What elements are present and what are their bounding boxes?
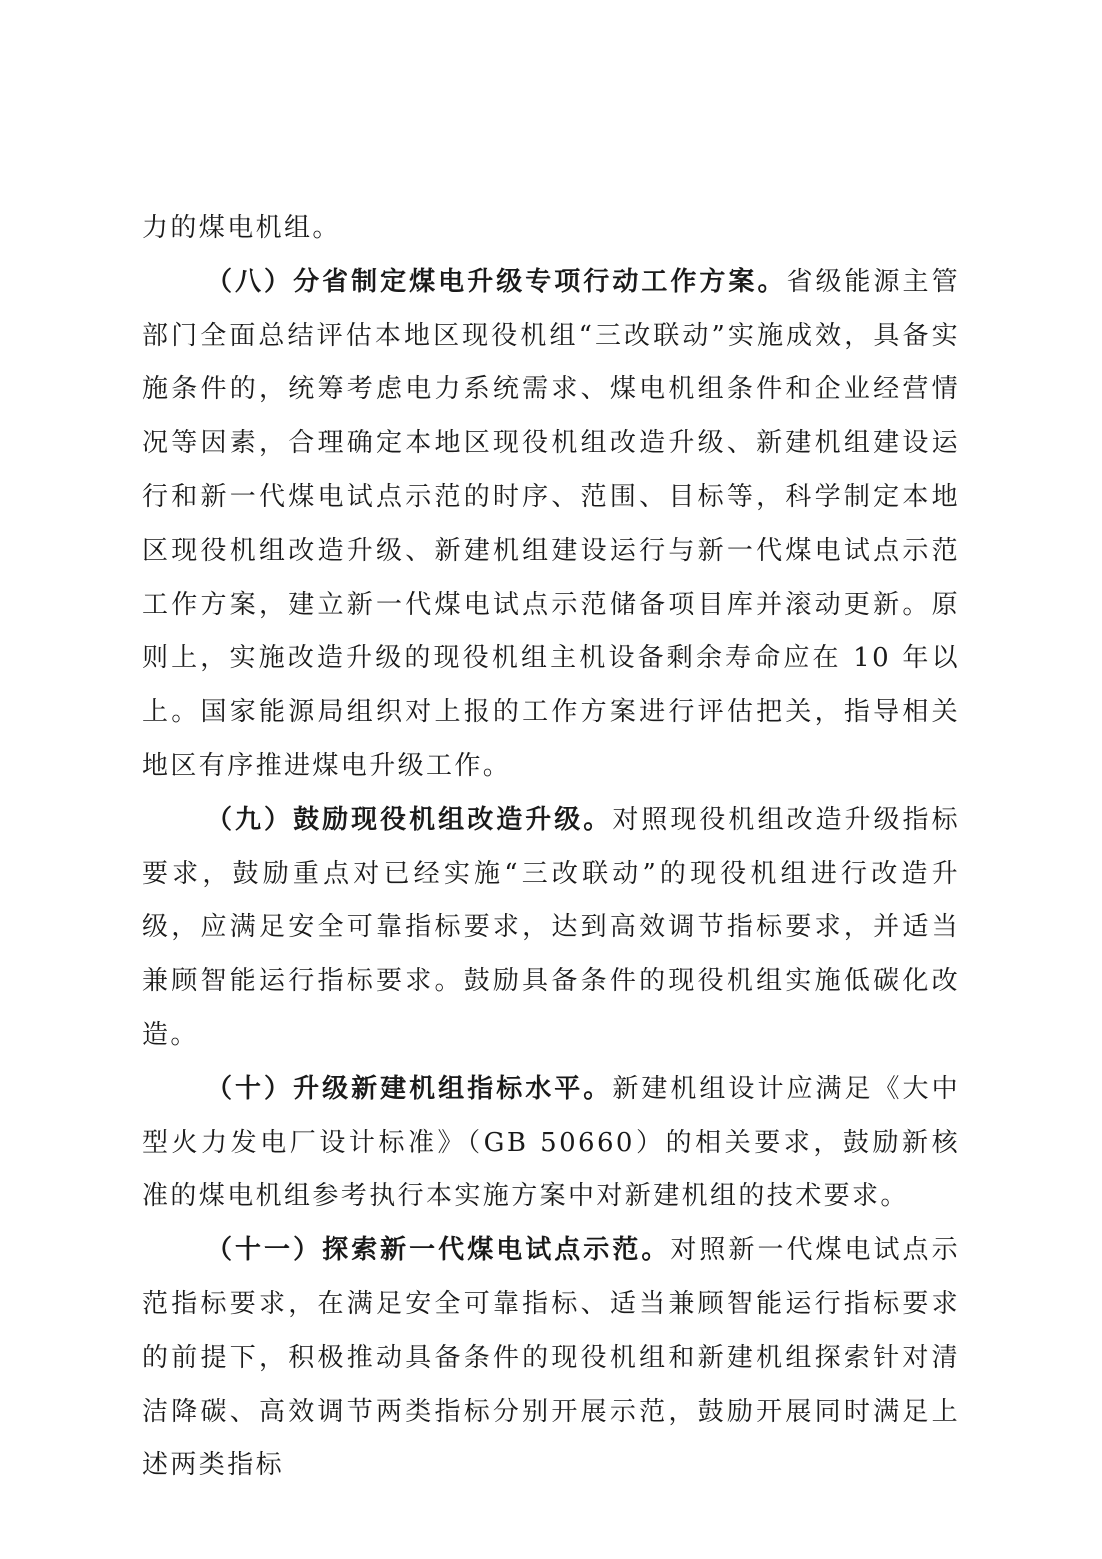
paragraph-text: 力的煤电机组。 — [142, 213, 341, 243]
paragraph-text: 对照新一代煤电试点示范指标要求，在满足安全可靠指标、适当兼顾智能运行指标要求的前提下，积极推动具备条件的现役机组和新建机组探索针对清洁降碳、高效调节两类指标分别开展示范，鼓励开展同时满足上述两类指标 — [142, 1235, 960, 1481]
paragraph-section-9 — [142, 794, 960, 1063]
paragraph-text: 省级能源主管部门全面总结评估本地区现役机组“三改联动”实施成效，具备实施条件的，统筹考虑电力系统需求、煤电机组条件和企业经营情况等因素，合理确定本地区现役机组改造升级、新建机组建设运行和新一代煤电试点示范的时序、范围、目标等，科学制定本地区现役机组改造升级、新建机组建设运行与新一代煤电试点示范工作方案，建立新一代煤电试点示范储备项目库并滚动更新。原则上，实施改造升级的现役机组主机设备剩余寿命应在 10 年以上。国家能源局组织对上报的工作方案进行评估把关，指导相关地区有序推进煤电升级工作。 — [142, 266, 960, 781]
paragraph-text: 对照现役机组改造升级指标要求，鼓励重点对已经实施“三改联动”的现役机组进行改造升级，应满足安全可靠指标要求，达到高效调节指标要求，并适当兼顾智能运行指标要求。鼓励具备条件的现役机组实施低碳化改造。 — [142, 804, 960, 1050]
paragraph-text: 新建机组设计应满足《大中型火力发电厂设计标准》（GB 50660）的相关要求，鼓励新核准的煤电机组参考执行本实施方案中对新建机组的技术要求。 — [142, 1073, 960, 1212]
paragraph-section-11 — [142, 1224, 960, 1493]
section-heading: （八）分省制定煤电升级专项行动工作方案。 — [206, 266, 787, 297]
section-heading: （十）升级新建机组指标水平。 — [206, 1073, 613, 1104]
paragraph-continuation — [142, 202, 960, 256]
document-body — [142, 202, 960, 1493]
section-heading: （九）鼓励现役机组改造升级。 — [206, 804, 613, 835]
section-heading: （十一）探索新一代煤电试点示范。 — [206, 1235, 671, 1266]
paragraph-section-8 — [142, 256, 960, 794]
paragraph-section-10 — [142, 1063, 960, 1224]
